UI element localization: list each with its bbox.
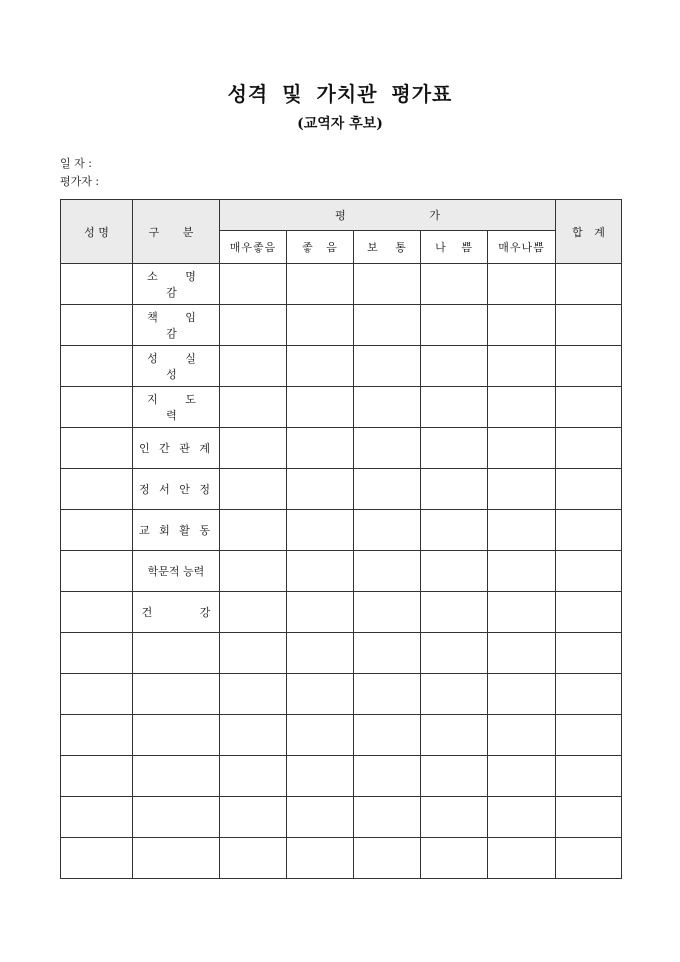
total-cell[interactable] (556, 797, 622, 838)
name-cell[interactable] (61, 510, 133, 551)
rating-cell[interactable] (220, 305, 287, 346)
rating-cell[interactable] (287, 838, 354, 879)
table-row (61, 510, 622, 551)
rating-cell[interactable] (354, 305, 421, 346)
table-row (61, 387, 622, 428)
total-cell[interactable] (556, 756, 622, 797)
rating-cell[interactable] (354, 674, 421, 715)
category-cell: 소 명 감 (133, 264, 220, 305)
total-cell[interactable] (556, 264, 622, 305)
rating-cell[interactable] (488, 387, 556, 428)
evaluator-field-label: 평가자 : (60, 175, 100, 188)
rating-cell[interactable] (488, 838, 556, 879)
rating-cell[interactable] (287, 510, 354, 551)
rating-cell[interactable] (421, 797, 488, 838)
total-cell[interactable] (556, 305, 622, 346)
rating-cell[interactable] (220, 674, 287, 715)
category-cell[interactable] (133, 838, 220, 879)
table-row (61, 797, 622, 838)
rating-cell[interactable] (488, 510, 556, 551)
rating-cell[interactable] (287, 715, 354, 756)
rating-cell[interactable] (220, 797, 287, 838)
rating-cell[interactable] (220, 469, 287, 510)
category-cell: 성 실 성 (133, 346, 220, 387)
table-row (61, 756, 622, 797)
rating-cell[interactable] (488, 633, 556, 674)
rating-cell[interactable] (220, 264, 287, 305)
name-cell[interactable] (61, 797, 133, 838)
header-category: 구 분 (133, 200, 220, 264)
date-field-label: 일 자 : (60, 157, 92, 170)
rating-cell[interactable] (220, 633, 287, 674)
rating-cell[interactable] (421, 715, 488, 756)
category-cell[interactable] (133, 797, 220, 838)
rating-cell[interactable] (287, 797, 354, 838)
name-cell[interactable] (61, 469, 133, 510)
total-cell[interactable] (556, 551, 622, 592)
rating-cell[interactable] (421, 510, 488, 551)
rating-cell[interactable] (421, 592, 488, 633)
rating-cell[interactable] (354, 510, 421, 551)
rating-cell[interactable] (220, 510, 287, 551)
table-row (61, 633, 622, 674)
rating-cell[interactable] (354, 264, 421, 305)
evaluation-table (60, 199, 622, 879)
name-cell[interactable] (61, 305, 133, 346)
category-cell: 정 서 안 정 (133, 469, 220, 510)
header-evaluation: 평 가 (220, 200, 556, 231)
rating-cell[interactable] (421, 346, 488, 387)
header-total: 합 계 (556, 200, 622, 264)
name-cell[interactable] (61, 756, 133, 797)
page-title: 성격 및 가치관 평가표 (227, 82, 453, 106)
name-cell[interactable] (61, 346, 133, 387)
rating-cell[interactable] (354, 838, 421, 879)
rating-cell[interactable] (421, 469, 488, 510)
category-cell[interactable] (133, 715, 220, 756)
rating-cell[interactable] (488, 551, 556, 592)
rating-cell[interactable] (287, 346, 354, 387)
rating-cell[interactable] (220, 387, 287, 428)
rating-cell[interactable] (220, 715, 287, 756)
category-cell: 인 간 관 계 (133, 428, 220, 469)
rating-cell[interactable] (220, 756, 287, 797)
total-cell[interactable] (556, 428, 622, 469)
total-cell[interactable] (556, 633, 622, 674)
name-cell[interactable] (61, 592, 133, 633)
rating-cell[interactable] (488, 264, 556, 305)
header-level-very-bad: 매우나쁨 (488, 231, 556, 264)
rating-cell[interactable] (287, 428, 354, 469)
name-cell[interactable] (61, 633, 133, 674)
category-cell: 지 도 력 (133, 387, 220, 428)
rating-cell[interactable] (488, 305, 556, 346)
total-cell[interactable] (556, 838, 622, 879)
category-cell: 책 임 감 (133, 305, 220, 346)
rating-cell[interactable] (220, 592, 287, 633)
total-cell[interactable] (556, 510, 622, 551)
total-cell[interactable] (556, 469, 622, 510)
rating-cell[interactable] (488, 674, 556, 715)
page-subtitle: (교역자 후보) (297, 116, 383, 132)
rating-cell[interactable] (220, 551, 287, 592)
total-cell[interactable] (556, 387, 622, 428)
rating-cell[interactable] (354, 469, 421, 510)
rating-cell[interactable] (488, 756, 556, 797)
header-level-good: 좋 음 (287, 231, 354, 264)
category-cell[interactable] (133, 756, 220, 797)
category-cell[interactable] (133, 674, 220, 715)
rating-cell[interactable] (421, 838, 488, 879)
total-cell[interactable] (556, 346, 622, 387)
rating-cell[interactable] (488, 428, 556, 469)
rating-cell[interactable] (421, 674, 488, 715)
rating-cell[interactable] (220, 428, 287, 469)
rating-cell[interactable] (287, 674, 354, 715)
name-cell[interactable] (61, 428, 133, 469)
evaluation-rows (61, 264, 622, 879)
rating-cell[interactable] (354, 551, 421, 592)
category-cell[interactable] (133, 633, 220, 674)
rating-cell[interactable] (220, 838, 287, 879)
rating-cell[interactable] (488, 469, 556, 510)
table-row (61, 674, 622, 715)
total-cell[interactable] (556, 674, 622, 715)
rating-cell[interactable] (354, 428, 421, 469)
rating-cell[interactable] (421, 264, 488, 305)
table-row (61, 838, 622, 879)
table-row (61, 469, 622, 510)
rating-cell[interactable] (287, 633, 354, 674)
rating-cell[interactable] (421, 633, 488, 674)
category-cell: 학문적 능력 (133, 551, 220, 592)
rating-cell[interactable] (354, 756, 421, 797)
rating-cell[interactable] (488, 797, 556, 838)
rating-cell[interactable] (488, 592, 556, 633)
name-cell[interactable] (61, 551, 133, 592)
rating-cell[interactable] (287, 592, 354, 633)
rating-cell[interactable] (421, 387, 488, 428)
name-cell[interactable] (61, 838, 133, 879)
rating-cell[interactable] (488, 715, 556, 756)
header-level-very-good: 매우좋음 (220, 231, 287, 264)
rating-cell[interactable] (421, 756, 488, 797)
rating-cell[interactable] (421, 551, 488, 592)
category-cell: 교 회 활 동 (133, 510, 220, 551)
table-row (61, 264, 622, 305)
rating-cell[interactable] (354, 387, 421, 428)
rating-cell[interactable] (354, 346, 421, 387)
table-row (61, 305, 622, 346)
rating-cell[interactable] (354, 592, 421, 633)
rating-cell[interactable] (287, 387, 354, 428)
table-row (61, 592, 622, 633)
header-level-average: 보 통 (354, 231, 421, 264)
rating-cell[interactable] (287, 551, 354, 592)
name-cell[interactable] (61, 674, 133, 715)
rating-cell[interactable] (287, 756, 354, 797)
rating-cell[interactable] (421, 305, 488, 346)
rating-cell[interactable] (354, 633, 421, 674)
total-cell[interactable] (556, 592, 622, 633)
header-name: 성 명 (61, 200, 133, 264)
rating-cell[interactable] (287, 469, 354, 510)
table-row (61, 346, 622, 387)
rating-cell[interactable] (287, 264, 354, 305)
rating-cell[interactable] (354, 797, 421, 838)
rating-cell[interactable] (220, 346, 287, 387)
table-row (61, 428, 622, 469)
table-row (61, 715, 622, 756)
name-cell[interactable] (61, 387, 133, 428)
total-cell[interactable] (556, 715, 622, 756)
table-row (61, 551, 622, 592)
rating-cell[interactable] (488, 346, 556, 387)
rating-cell[interactable] (354, 715, 421, 756)
name-cell[interactable] (61, 715, 133, 756)
rating-cell[interactable] (287, 305, 354, 346)
header-level-bad: 나 쁨 (421, 231, 488, 264)
rating-cell[interactable] (421, 428, 488, 469)
category-cell: 건 강 (133, 592, 220, 633)
name-cell[interactable] (61, 264, 133, 305)
